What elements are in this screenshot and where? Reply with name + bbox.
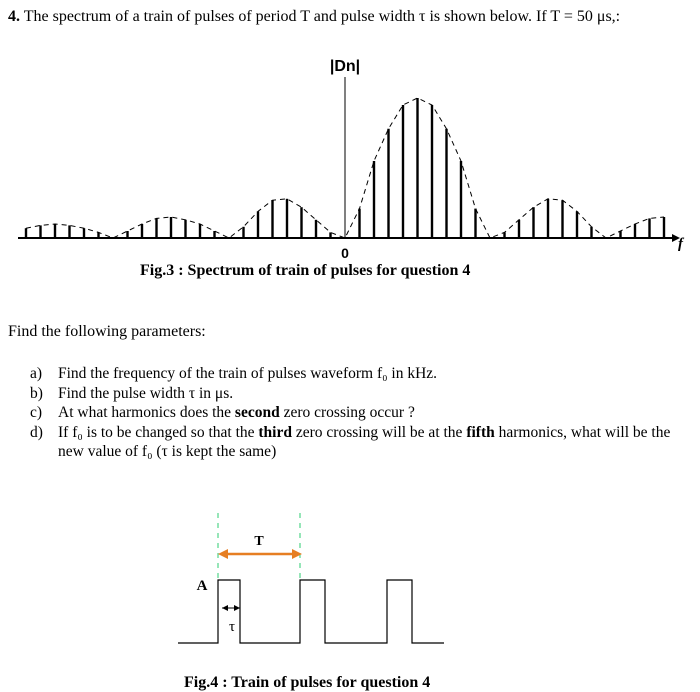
spectrum-y-label: |Dn| [329, 58, 361, 75]
arrow-left-icon [218, 549, 228, 559]
pulse-width-label: τ [228, 619, 236, 635]
period-label: T [254, 534, 264, 549]
question-header [8, 8, 620, 26]
pulse-waveform [178, 580, 444, 643]
fig3-caption: Fig.3 : Spectrum of train of pulses for question 4 [140, 262, 471, 279]
question-number: 4. [8, 8, 20, 25]
pulse-train-figure [0, 505, 700, 655]
list-item: b) Find the pulse width τ in μs. [30, 384, 234, 402]
spectrum-f-label: f [678, 236, 683, 252]
list-item: a) Find the frequency of the train of pulses waveform f₀ in kHz. [30, 365, 438, 382]
fig4-caption: Fig.4 : Train of pulses for question 4 [184, 674, 431, 691]
arrow-left-icon [222, 605, 228, 611]
list-item: c) At what harmonics does the second zero crossing occur ? [30, 404, 415, 421]
spectrum-origin-label: 0 [341, 245, 349, 260]
arrow-right-icon [234, 605, 240, 611]
spectrum-figure [0, 45, 700, 260]
question-items [30, 364, 695, 462]
list-item: d) If f₀ is to be changed so that the third zero crossing will be at the fifth harmonics, what will be the new value of f₀ (τ is kept the same) [30, 423, 671, 460]
question-text: The spectrum of a train of pulses of period T and pulse width τ is shown below. If T = 50 μs,: [23, 8, 621, 25]
amplitude-label: A [196, 578, 208, 594]
find-parameters-text: Find the following parameters: [8, 323, 206, 340]
